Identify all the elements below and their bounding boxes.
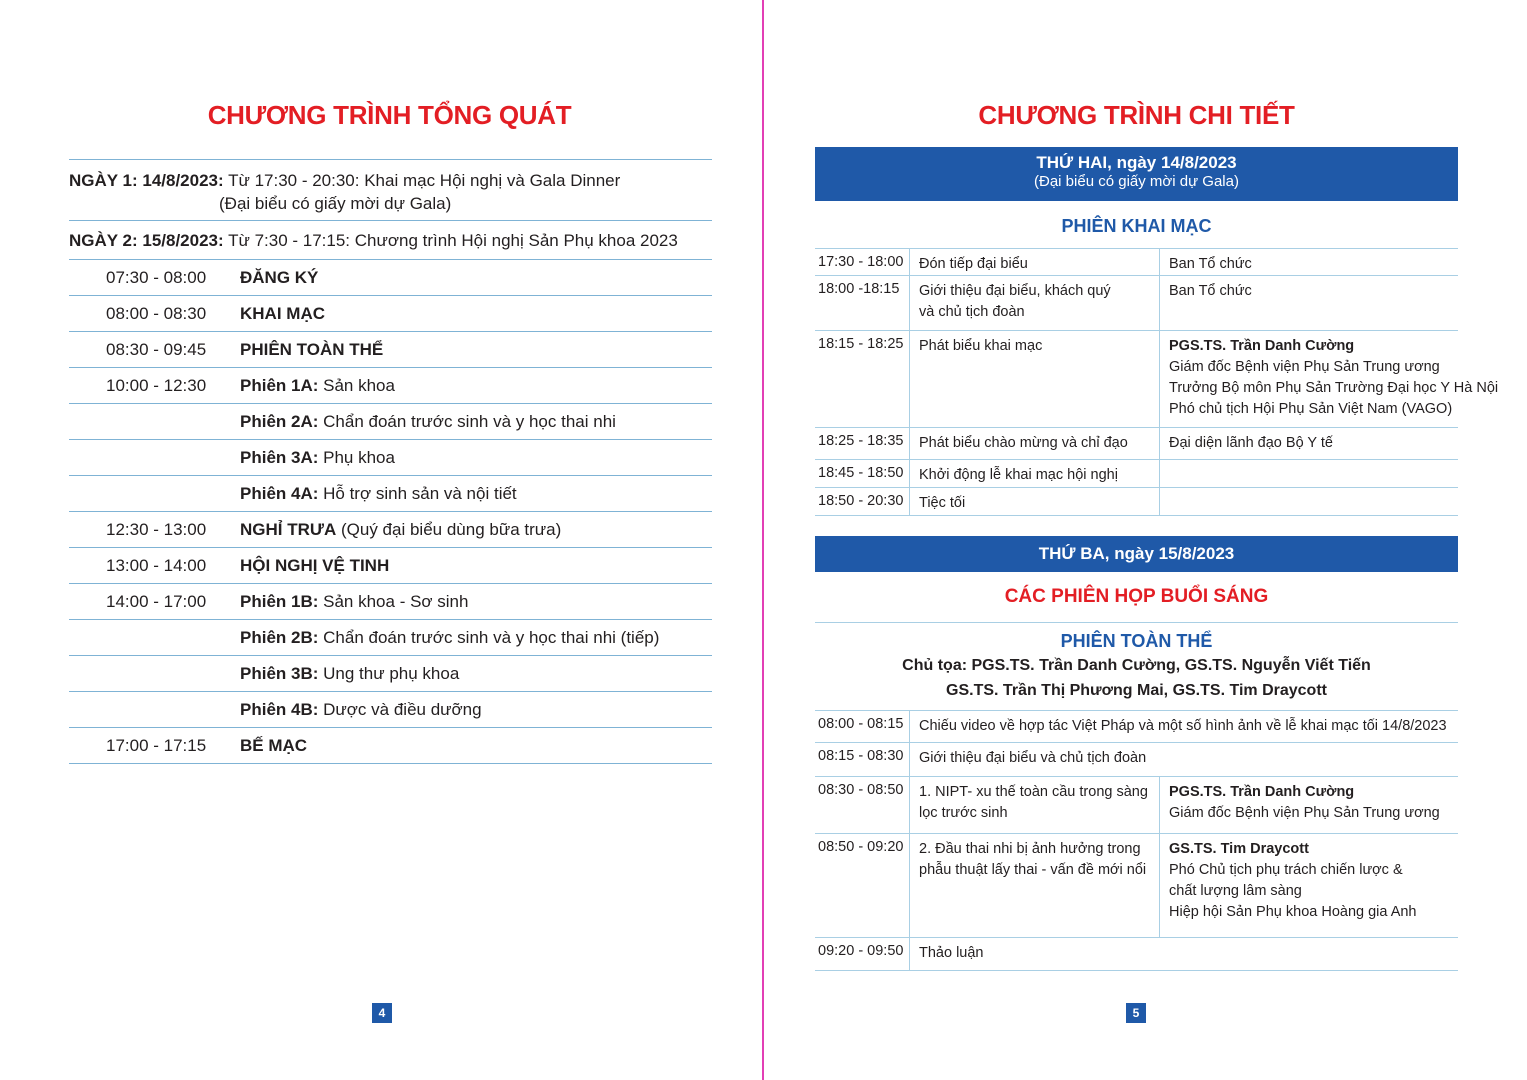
- activity-line: Giới thiệu đại biểu, khách quý: [919, 283, 1111, 299]
- column-divider: [909, 938, 910, 970]
- overview-activity: [240, 736, 307, 756]
- overview-activity-text: Chẩn đoán trước sinh và y học thai nhi: [318, 412, 616, 431]
- column-divider: [909, 743, 910, 776]
- plenary-session-title: PHIÊN TOÀN THỂ: [1060, 631, 1213, 651]
- overview-activity: [240, 304, 325, 324]
- overview-row: [69, 656, 712, 692]
- overview-activity: [240, 520, 561, 540]
- column-divider: [909, 249, 910, 275]
- schedule-activity: [919, 336, 1042, 357]
- speaker-line: Ban Tổ chức: [1169, 256, 1252, 272]
- day1-line: [69, 171, 620, 191]
- overview-row: [69, 296, 712, 332]
- day2-text: Từ 7:30 - 17:15: Chương trình Hội nghị Sản Phụ khoa 2023: [223, 231, 678, 250]
- activity-line: Đón tiếp đại biểu: [919, 256, 1028, 272]
- schedule-speaker: [1169, 281, 1252, 302]
- day1-bar-subtitle: (Đại biểu có giấy mời dự Gala): [1034, 173, 1239, 190]
- activity-line: Phát biểu chào mừng và chỉ đạo: [919, 435, 1128, 451]
- speaker-line: Phó chủ tịch Hội Phụ Sản Việt Nam (VAGO): [1169, 401, 1453, 417]
- overview-activity: [240, 376, 395, 396]
- schedule-row: [815, 710, 1458, 743]
- page-title: CHƯƠNG TRÌNH CHI TIẾT: [978, 100, 1295, 130]
- schedule-time: 18:15 - 18:25: [818, 336, 904, 352]
- schedule-time: 08:15 - 08:30: [818, 748, 904, 764]
- column-divider: [1159, 331, 1160, 427]
- activity-line: Tiệc tối: [919, 495, 966, 511]
- schedule-activity: [919, 465, 1118, 486]
- divider: [69, 220, 712, 221]
- overview-activity-bold: Phiên 3A:: [240, 448, 319, 467]
- schedule-speaker: [1169, 336, 1498, 420]
- schedule-row: [815, 331, 1499, 428]
- overview-activity-bold: ĐĂNG KÝ: [240, 268, 319, 287]
- overview-activity-text: Sản khoa - Sơ sinh: [318, 592, 469, 611]
- divider: [69, 159, 712, 160]
- overview-activity-bold: Phiên 3B:: [240, 664, 319, 683]
- overview-activity: [240, 412, 616, 432]
- day2-line: [69, 231, 678, 251]
- schedule-row: [815, 777, 1458, 834]
- opening-session-title: PHIÊN KHAI MẠC: [1061, 216, 1212, 236]
- overview-activity: [240, 664, 459, 684]
- schedule-row: [815, 834, 1458, 938]
- activity-line: 1. NIPT- xu thế toàn cầu trong sàng: [919, 784, 1148, 800]
- chair-line-1: Chủ tọa: PGS.TS. Trần Danh Cường, GS.TS. Nguyễn Viết Tiến: [902, 657, 1371, 674]
- schedule-activity: [919, 748, 1454, 769]
- schedule-activity: [919, 254, 1028, 275]
- right-page: [764, 0, 1527, 1080]
- day1-bar-title: THỨ HAI, ngày 14/8/2023: [1036, 153, 1237, 172]
- overview-activity-bold: PHIÊN TOÀN THỂ: [240, 340, 384, 359]
- overview-row: [69, 404, 712, 440]
- activity-line: Giới thiệu đại biểu và chủ tịch đoàn: [919, 750, 1147, 766]
- schedule-speaker: [1169, 254, 1252, 275]
- activity-line: Chiếu video về hợp tác Việt Pháp và một số hình ảnh về lễ khai mạc tối 14/8/2023: [919, 718, 1447, 734]
- overview-row: [69, 332, 712, 368]
- column-divider: [1159, 460, 1160, 487]
- schedule-time: 18:45 - 18:50: [818, 465, 904, 481]
- day1-note: (Đại biểu có giấy mời dự Gala): [219, 194, 452, 213]
- schedule-activity: [919, 782, 1148, 824]
- overview-activity: [240, 700, 482, 720]
- activity-line: Phát biểu khai mạc: [919, 338, 1043, 354]
- activity-line: phẫu thuật lấy thai - vấn đề mới nổi: [919, 862, 1147, 878]
- schedule-row: [815, 428, 1458, 460]
- overview-activity-text: Dược và điều dưỡng: [318, 700, 482, 719]
- column-divider: [909, 711, 910, 742]
- overview-activity-bold: Phiên 4A:: [240, 484, 319, 503]
- column-divider: [909, 460, 910, 487]
- schedule-row: [815, 743, 1458, 777]
- overview-activity-text: Sản khoa: [318, 376, 395, 395]
- speaker-line: Hiệp hội Sản Phụ khoa Hoàng gia Anh: [1169, 904, 1417, 920]
- speaker-line: chất lượng lâm sàng: [1169, 883, 1302, 899]
- day1-text: Từ 17:30 - 20:30: Khai mạc Hội nghị và Gala Dinner: [223, 171, 621, 190]
- activity-line: lọc trước sinh: [919, 805, 1008, 821]
- schedule-activity: [919, 281, 1111, 323]
- schedule-time: 08:00 - 08:15: [818, 716, 904, 732]
- overview-activity-bold: HỘI NGHỊ VỆ TINH: [240, 556, 390, 575]
- schedule-row: [815, 460, 1458, 488]
- overview-activity-bold: Phiên 1B:: [240, 592, 319, 611]
- overview-activity-text: (Quý đại biểu dùng bữa trưa): [336, 520, 562, 539]
- overview-activity-bold: KHAI MẠC: [240, 304, 325, 323]
- overview-activity-bold: Phiên 1A:: [240, 376, 319, 395]
- overview-time: 10:00 - 12:30: [106, 376, 207, 395]
- day1-label: NGÀY 1: 14/8/2023:: [69, 171, 224, 190]
- overview-activity: [240, 592, 468, 612]
- overview-activity: [240, 556, 389, 576]
- overview-row: [69, 692, 712, 728]
- morning-sessions-title: CÁC PHIÊN HỌP BUỔI SÁNG: [1004, 586, 1269, 607]
- overview-row: [69, 584, 712, 620]
- schedule-activity: [919, 839, 1146, 881]
- overview-activity: [240, 628, 659, 648]
- overview-time: 17:00 - 17:15: [106, 736, 207, 755]
- column-divider: [1159, 777, 1160, 833]
- page-title: CHƯƠNG TRÌNH TỔNG QUÁT: [207, 100, 572, 130]
- column-divider: [909, 331, 910, 427]
- divider: [815, 622, 1458, 623]
- speaker-name: GS.TS. Tim Draycott: [1169, 841, 1309, 857]
- overview-activity-bold: NGHỈ TRƯA: [240, 520, 337, 539]
- overview-time: 08:30 - 09:45: [106, 340, 207, 359]
- column-divider: [1159, 834, 1160, 937]
- speaker-line: Giám đốc Bệnh viện Phụ Sản Trung ương: [1169, 359, 1440, 375]
- day2-header-bar: [815, 536, 1458, 572]
- column-divider: [909, 488, 910, 515]
- overview-time: 12:30 - 13:00: [106, 520, 207, 539]
- activity-line: 2. Đầu thai nhi bị ảnh hưởng trong: [919, 841, 1141, 857]
- column-divider: [1159, 249, 1160, 275]
- schedule-time: 08:30 - 08:50: [818, 782, 904, 798]
- column-divider: [909, 777, 910, 833]
- day1-header-bar: [815, 147, 1458, 201]
- overview-activity-text: Phụ khoa: [318, 448, 395, 467]
- left-page: [0, 0, 763, 1080]
- overview-activity: [240, 340, 383, 360]
- overview-activity-text: Hỗ trợ sinh sản và nội tiết: [318, 484, 517, 503]
- overview-row: [69, 476, 712, 512]
- overview-row: [69, 440, 712, 476]
- overview-time: 08:00 - 08:30: [106, 304, 207, 323]
- column-divider: [1159, 428, 1160, 459]
- schedule-row: [815, 248, 1458, 276]
- schedule-row: [815, 488, 1458, 516]
- schedule-time: 18:50 - 20:30: [818, 493, 904, 509]
- column-divider: [1159, 276, 1160, 330]
- overview-activity-bold: BẾ MẠC: [240, 736, 308, 755]
- overview-activity-bold: Phiên 2A:: [240, 412, 319, 431]
- schedule-time: 08:50 - 09:20: [818, 839, 904, 855]
- schedule-speaker: [1169, 839, 1417, 923]
- column-divider: [1159, 488, 1160, 515]
- schedule-row: [815, 276, 1458, 331]
- overview-activity-text: Ung thư phụ khoa: [318, 664, 460, 683]
- schedule-time: 09:20 - 09:50: [818, 943, 904, 959]
- overview-time: 13:00 - 14:00: [106, 556, 207, 575]
- speaker-line: Giám đốc Bệnh viện Phụ Sản Trung ương: [1169, 805, 1440, 821]
- overview-time: 14:00 - 17:00: [106, 592, 207, 611]
- overview-row: [69, 728, 712, 764]
- schedule-speaker: [1169, 782, 1440, 824]
- overview-activity-bold: Phiên 4B:: [240, 700, 319, 719]
- activity-line: Thảo luận: [919, 945, 984, 961]
- page-number: 4: [372, 1003, 392, 1023]
- overview-activity-text: Chẩn đoán trước sinh và y học thai nhi (tiếp): [318, 628, 660, 647]
- speaker-line: Phó Chủ tịch phụ trách chiến lược &: [1169, 862, 1403, 878]
- day2-label: NGÀY 2: 15/8/2023:: [69, 231, 224, 250]
- overview-activity: [240, 268, 318, 288]
- speaker-line: Trưởng Bộ môn Phụ Sản Trường Đại học Y Hà Nội: [1169, 380, 1499, 396]
- activity-line: và chủ tịch đoàn: [919, 304, 1025, 320]
- schedule-activity: [919, 433, 1128, 454]
- column-divider: [909, 428, 910, 459]
- overview-activity: [240, 484, 517, 504]
- activity-line: Khởi động lễ khai mạc hội nghị: [919, 467, 1118, 483]
- schedule-time: 18:25 - 18:35: [818, 433, 904, 449]
- column-divider: [909, 276, 910, 330]
- overview-row: [69, 620, 712, 656]
- overview-row: [69, 368, 712, 404]
- column-divider: [909, 834, 910, 937]
- speaker-name: PGS.TS. Trần Danh Cường: [1169, 338, 1355, 354]
- overview-row: [69, 260, 712, 296]
- schedule-activity: [919, 716, 1454, 737]
- overview-activity-bold: Phiên 2B:: [240, 628, 319, 647]
- overview-time: 07:30 - 08:00: [106, 268, 207, 287]
- page-number: 5: [1126, 1003, 1146, 1023]
- schedule-time: 17:30 - 18:00: [818, 254, 904, 270]
- overview-row: [69, 548, 712, 584]
- speaker-line: Đại diện lãnh đạo Bộ Y tế: [1169, 435, 1333, 451]
- schedule-speaker: [1169, 433, 1333, 454]
- schedule-time: 18:00 -18:15: [818, 281, 900, 297]
- divider: [69, 763, 712, 764]
- speaker-line: Ban Tổ chức: [1169, 283, 1252, 299]
- speaker-name: PGS.TS. Trần Danh Cường: [1169, 784, 1355, 800]
- chair-line-2: GS.TS. Trần Thị Phương Mai, GS.TS. Tim Draycott: [946, 682, 1327, 699]
- schedule-activity: [919, 493, 965, 514]
- schedule-activity: [919, 943, 1454, 964]
- schedule-row: [815, 938, 1458, 971]
- overview-row: [69, 512, 712, 548]
- day2-bar-title: THỨ BA, ngày 15/8/2023: [1038, 544, 1235, 563]
- overview-activity: [240, 448, 395, 468]
